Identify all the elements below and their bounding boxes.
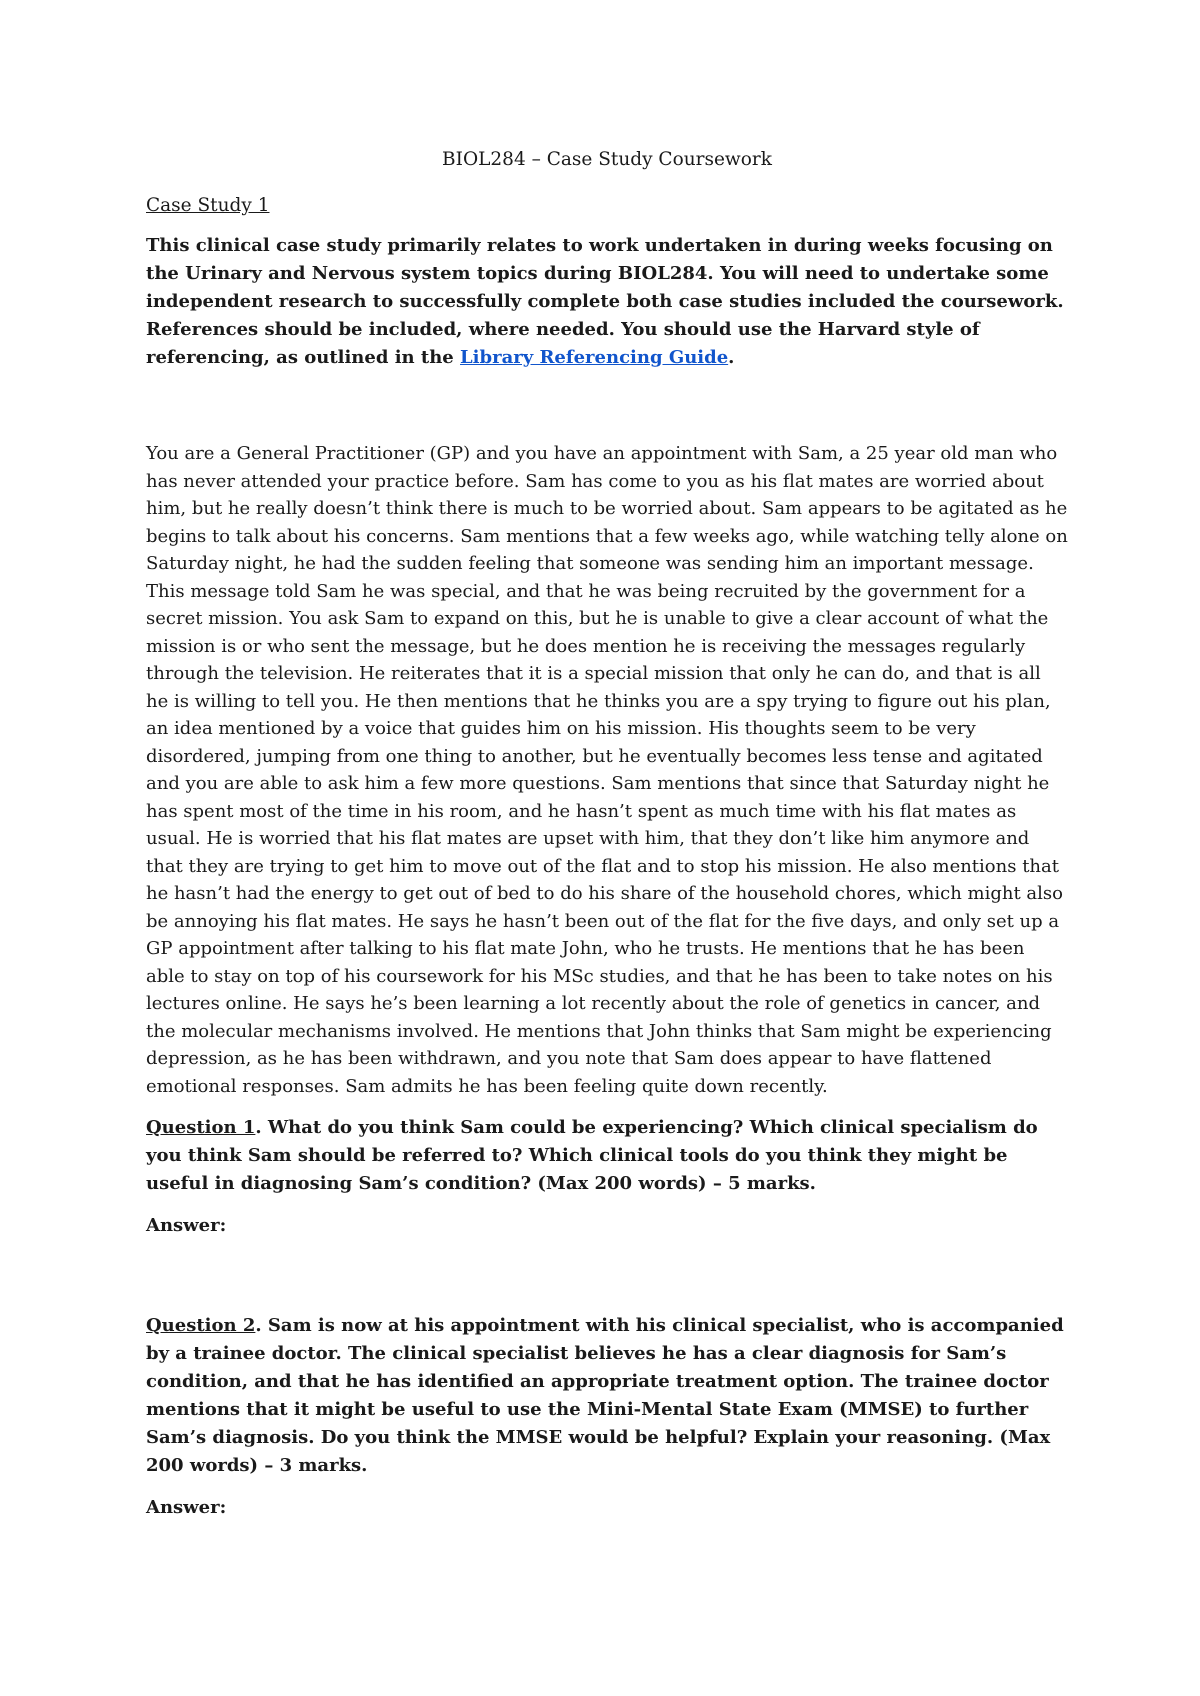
- answer-1-space[interactable]: [146, 1240, 1068, 1312]
- document-page: [146, 146, 1068, 1532]
- question-1-text: . What do you think Sam could be experiencing? Which clinical specialism do you think Sam should be referred to? Which clinical tools do you think they might be useful in diagnosing Sam’s condition? (Max 200 words) – 5 marks.: [146, 1117, 1038, 1194]
- question-1: [146, 1114, 1068, 1198]
- question-2-label: Question 2: [146, 1315, 256, 1336]
- answer-2-label: Answer:: [146, 1497, 227, 1518]
- scenario-paragraph: You are a General Practitioner (GP) and you have an appointment with Sam, a 25 year old man who has never attended your practice before. Sam has come to you as his flat mates are worried about him, but he really doesn’t think there is much to be worried about. Sam appears to be agitated as he begins to talk about his concerns. Sam mentions that a few weeks ago, while watching telly alone on Saturday night, he had the sudden feeling that someone was sending him an important message. This message told Sam he was special, and that he was being recruited by the government for a secret mission. You ask Sam to expand on this, but he is unable to give a clear account of what the mission is or who sent the message, but he does mention he is receiving the messages regularly through the television. He reiterates that it is a special mission that only he can do, and that is all he is willing to tell you. He then mentions that he thinks you are a spy trying to figure out his plan, an idea mentioned by a voice that guides him on his mission. His thoughts seem to be very disordered, jumping from one thing to another, but he eventually becomes less tense and agitated and you are able to ask him a few more questions. Sam mentions that since that Saturday night he has spent most of the time in his room, and he hasn’t spent as much time with his flat mates as usual. He is worried that his flat mates are upset with him, that they don’t like him anymore and that they are trying to get him to move out of the flat and to stop his mission. He also mentions that he hasn’t had the energy to get out of bed to do his share of the household chores, which might also be annoying his flat mates. He says he hasn’t been out of the flat for the five days, and only set up a GP appointment after talking to his flat mate John, who he trusts. He mentions that he has been able to stay on top of his coursework for his MSc studies, and that he has been to take notes on his lectures online. He says he’s been learning a lot recently about the role of genetics in cancer, and the molecular mechanisms involved. He mentions that John thinks that Sam might be experiencing depression, as he has been withdrawn, and you note that Sam does appear to have flattened emotional responses. Sam admits he has been feeling quite down recently.: [146, 443, 1068, 1097]
- intro-text-end: .: [728, 347, 735, 368]
- question-2-text: . Sam is now at his appointment with his clinical specialist, who is accompanied by a trainee doctor. The clinical specialist believes he has a clear diagnosis for Sam’s condition, and that he has identified an appropriate treatment option. The trainee doctor mentions that it might be useful to use the Mini-Mental State Exam (MMSE) to further Sam’s diagnosis. Do you think the MMSE would be helpful? Explain your reasoning. (Max 200 words) – 3 marks.: [146, 1315, 1064, 1476]
- case-study-heading: Case Study 1: [146, 195, 270, 216]
- library-referencing-guide-link[interactable]: Library Referencing Guide: [460, 347, 729, 368]
- question-1-label: Question 1: [146, 1117, 256, 1138]
- answer-2-space[interactable]: [146, 1522, 1068, 1532]
- document-title: BIOL284 – Case Study Coursework: [442, 149, 772, 170]
- answer-1-label: Answer:: [146, 1215, 227, 1236]
- intro-paragraph: [146, 232, 1068, 372]
- question-2: [146, 1312, 1068, 1480]
- intro-text: This clinical case study primarily relates to work undertaken in during weeks focusing on the Urinary and Nervous system topics during BIOL284. You will need to undertake some independent research to successfully complete both case studies included the coursework. References should be included, where needed. You should use the Harvard style of referencing, as outlined in the: [146, 235, 1064, 368]
